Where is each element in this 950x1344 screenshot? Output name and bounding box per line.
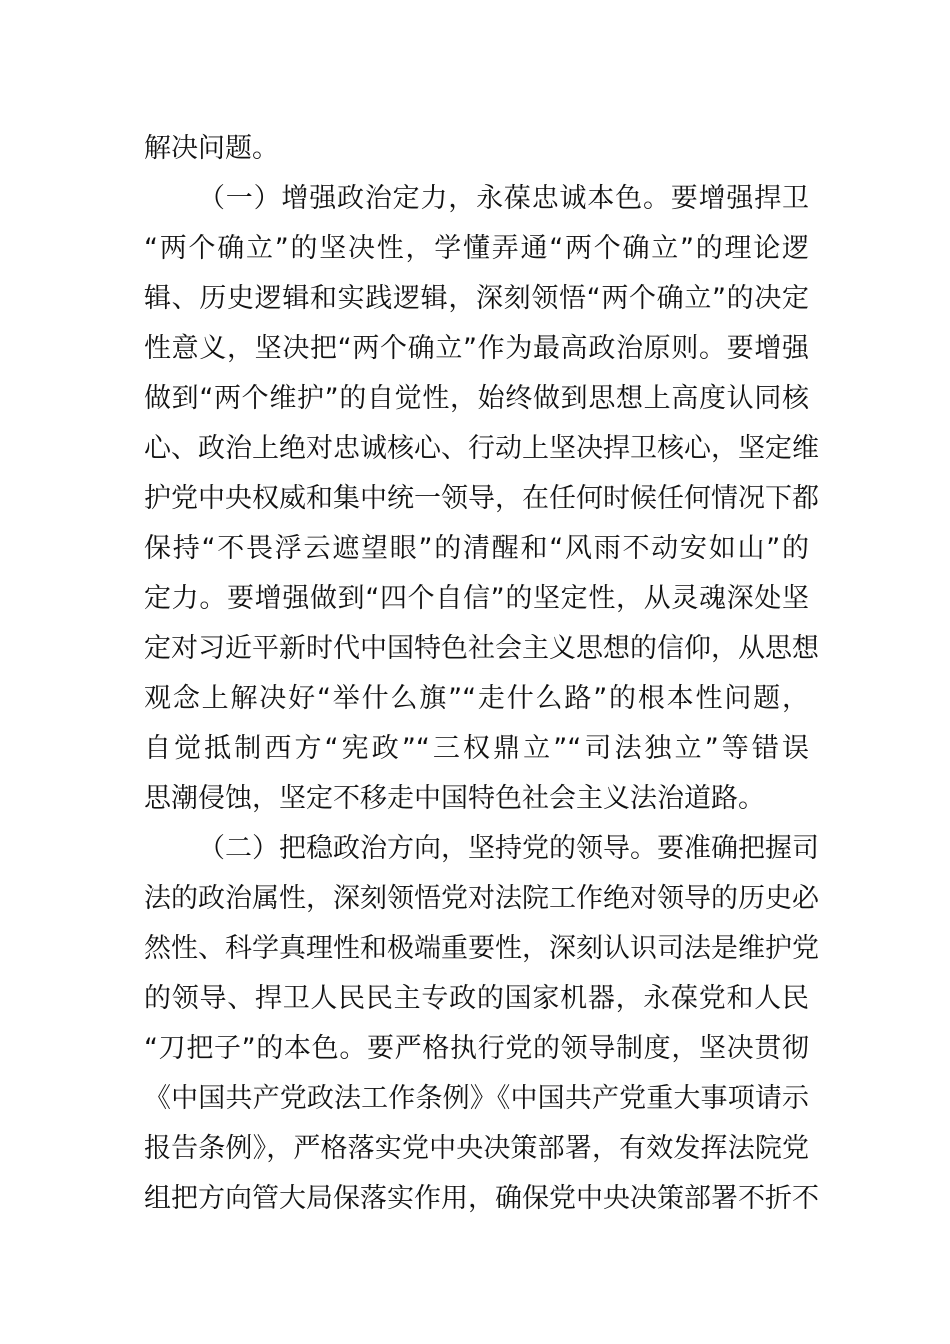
text-line: 观念上解决好“举什么旗”“走什么路”的根本性问题，	[144, 683, 809, 714]
text-line: 报告条例》，严格落实党中央决策部署，有效发挥法院党	[144, 1133, 809, 1164]
text-line: 辑、历史逻辑和实践逻辑，深刻领悟“两个确立”的决定	[144, 283, 809, 314]
text-line: 组把方向管大局保落实作用，确保党中央决策部署不折不	[144, 1183, 819, 1214]
text-line: 《中国共产党政法工作条例》《中国共产党重大事项请示	[144, 1083, 809, 1114]
text-line: 心、政治上绝对忠诚核心、行动上坚决捍卫核心，坚定维	[144, 433, 819, 464]
section-heading-line: （二）把稳政治方向，坚持党的领导。要准确把握司	[198, 833, 819, 864]
text-line: 护党中央权威和集中统一领导，在任何时候任何情况下都	[144, 483, 819, 514]
text-line: 的领导、捍卫人民民主专政的国家机器，永葆党和人民	[144, 983, 809, 1014]
text-line: 解决问题。	[144, 133, 279, 164]
text-line: “两个确立”的坚决性，学懂弄通“两个确立”的理论逻	[144, 233, 809, 264]
text-line: 定力。要增强做到“四个自信”的坚定性，从灵魂深处坚	[144, 583, 809, 614]
text-line: 保持“不畏浮云遮望眼”的清醒和“风雨不动安如山”的	[144, 533, 809, 564]
text-line: “刀把子”的本色。要严格执行党的领导制度，坚决贯彻	[144, 1033, 809, 1064]
section-heading-line: （一）增强政治定力，永葆忠诚本色。要增强捍卫	[198, 183, 809, 214]
text-line: 做到“两个维护”的自觉性，始终做到思想上高度认同核	[144, 383, 809, 414]
text-line: 然性、科学真理性和极端重要性，深刻认识司法是维护党	[144, 933, 819, 964]
text-line: 法的政治属性，深刻领悟党对法院工作绝对领导的历史必	[144, 883, 819, 914]
text-line: 性意义，坚决把“两个确立”作为最高政治原则。要增强	[144, 333, 809, 364]
text-line: 自觉抵制西方“宪政”“三权鼎立”“司法独立”等错误	[144, 733, 809, 764]
text-line: 定对习近平新时代中国特色社会主义思想的信仰，从思想	[144, 633, 819, 664]
text-line: 思潮侵蚀，坚定不移走中国特色社会主义法治道路。	[144, 783, 765, 814]
